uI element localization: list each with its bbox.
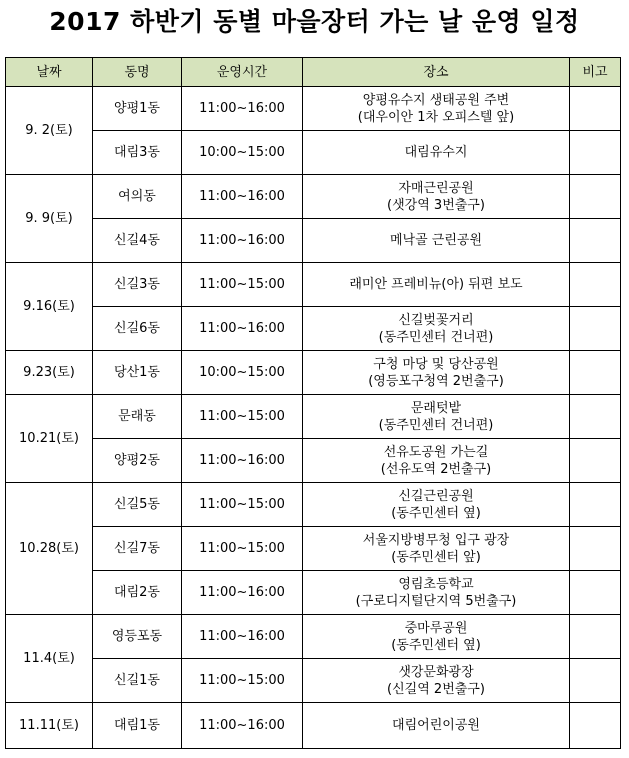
dong-cell: 문래동: [93, 395, 182, 439]
time-cell: 11:00~15:00: [182, 263, 303, 307]
place-cell: [303, 263, 570, 307]
place-cell: [303, 615, 570, 659]
header-date: 날짜: [6, 58, 93, 87]
note-cell: [570, 263, 621, 307]
dong-cell: 여의동: [93, 175, 182, 219]
time-cell: 11:00~16:00: [182, 439, 303, 483]
note-cell: [570, 659, 621, 703]
table-row: [6, 263, 621, 307]
place-cell: [303, 703, 570, 749]
place-line: 문래텃밭: [410, 400, 462, 416]
header-dong: 동명: [93, 58, 182, 87]
time-cell: 11:00~16:00: [182, 571, 303, 615]
dong-cell: 당산1동: [93, 351, 182, 395]
place-subline: (동주민센터 옆): [391, 637, 481, 653]
time-cell: 11:00~15:00: [182, 527, 303, 571]
dong-cell: 대림1동: [93, 703, 182, 749]
place-line: 구청 마당 및 당산공원: [373, 356, 499, 372]
dong-cell: 양평2동: [93, 439, 182, 483]
time-cell: 11:00~16:00: [182, 175, 303, 219]
place-cell: [303, 307, 570, 351]
table-row: [6, 703, 621, 749]
table-row: [6, 615, 621, 659]
place-line: 대림유수지: [404, 145, 468, 160]
time-cell: 11:00~16:00: [182, 87, 303, 131]
dong-cell: 영등포동: [93, 615, 182, 659]
page-title: 2017 하반기 동별 마을장터 가는 날 운영 일정: [49, 7, 580, 36]
date-cell: 10.21(토): [6, 395, 93, 483]
place-subline: (대우이안 1차 오피스텔 앞): [357, 109, 515, 125]
table-row: [6, 571, 621, 615]
date-cell: 11.11(토): [6, 703, 93, 749]
header-note: 비고: [570, 58, 621, 87]
place-subline: (선유도역 2번출구): [380, 461, 492, 477]
place-cell: [303, 395, 570, 439]
place-subline: (동주민센터 건너편): [378, 329, 494, 345]
table-row: [6, 131, 621, 175]
place-line: 샛강문화광장: [398, 664, 474, 680]
place-subline: (동주민센터 옆): [391, 505, 481, 521]
table-row: [6, 351, 621, 395]
place-cell: [303, 527, 570, 571]
place-subline: (영등포구청역 2번출구): [368, 373, 504, 389]
time-cell: 11:00~16:00: [182, 703, 303, 749]
table-row: [6, 395, 621, 439]
place-line: 중마루공원: [404, 620, 468, 636]
date-cell: 9.23(토): [6, 351, 93, 395]
place-cell: [303, 351, 570, 395]
note-cell: [570, 395, 621, 439]
place-cell: [303, 219, 570, 263]
note-cell: [570, 351, 621, 395]
note-cell: [570, 703, 621, 749]
table-row: [6, 87, 621, 131]
place-cell: [303, 659, 570, 703]
time-cell: 11:00~15:00: [182, 659, 303, 703]
place-line: 신길벚꽃거리: [398, 312, 474, 328]
dong-cell: 신길1동: [93, 659, 182, 703]
header-place: 장소: [303, 58, 570, 87]
place-cell: [303, 131, 570, 175]
place-line: 메낙골 근린공원: [389, 233, 483, 248]
dong-cell: 신길4동: [93, 219, 182, 263]
note-cell: [570, 87, 621, 131]
place-line: 서울지방병무청 입구 광장: [362, 532, 510, 548]
table-row: [6, 307, 621, 351]
note-cell: [570, 615, 621, 659]
place-line: 자매근린공원: [398, 180, 474, 196]
time-cell: 11:00~16:00: [182, 307, 303, 351]
place-line: 대림어린이공원: [392, 718, 480, 733]
dong-cell: 신길3동: [93, 263, 182, 307]
note-cell: [570, 483, 621, 527]
table-row: [6, 659, 621, 703]
place-cell: [303, 571, 570, 615]
place-cell: [303, 439, 570, 483]
time-cell: 11:00~15:00: [182, 483, 303, 527]
date-cell: 9.16(토): [6, 263, 93, 351]
place-line: 영림초등학교: [398, 576, 474, 592]
schedule-table: [5, 57, 621, 749]
note-cell: [570, 219, 621, 263]
place-subline: (동주민센터 건너편): [378, 417, 494, 433]
time-cell: 11:00~15:00: [182, 395, 303, 439]
date-cell: 11.4(토): [6, 615, 93, 703]
dong-cell: 대림3동: [93, 131, 182, 175]
note-cell: [570, 439, 621, 483]
note-cell: [570, 131, 621, 175]
time-cell: 10:00~15:00: [182, 351, 303, 395]
note-cell: [570, 571, 621, 615]
dong-cell: 대림2동: [93, 571, 182, 615]
time-cell: 11:00~16:00: [182, 615, 303, 659]
dong-cell: 신길5동: [93, 483, 182, 527]
place-cell: [303, 87, 570, 131]
note-cell: [570, 527, 621, 571]
dong-cell: 신길6동: [93, 307, 182, 351]
place-subline: (샛강역 3번출구): [387, 197, 485, 213]
time-cell: 10:00~15:00: [182, 131, 303, 175]
table-row: [6, 175, 621, 219]
header-row: [6, 58, 621, 87]
note-cell: [570, 307, 621, 351]
time-cell: 11:00~16:00: [182, 219, 303, 263]
dong-cell: 신길7동: [93, 527, 182, 571]
date-cell: 9. 9(토): [6, 175, 93, 263]
date-cell: 10.28(토): [6, 483, 93, 615]
place-subline: (신길역 2번출구): [387, 681, 485, 697]
place-cell: [303, 483, 570, 527]
date-cell: 9. 2(토): [6, 87, 93, 175]
place-line: 신길근린공원: [398, 488, 474, 504]
place-cell: [303, 175, 570, 219]
note-cell: [570, 175, 621, 219]
place-line: 양평유수지 생태공원 주변: [362, 92, 510, 108]
table-row: [6, 483, 621, 527]
place-line: 선유도공원 가는길: [383, 444, 489, 460]
header-time: 운영시간: [182, 58, 303, 87]
table-row: [6, 439, 621, 483]
place-subline: (동주민센터 앞): [391, 549, 481, 565]
dong-cell: 양평1동: [93, 87, 182, 131]
table-row: [6, 219, 621, 263]
place-subline: (구로디지털단지역 5번출구): [355, 593, 517, 609]
place-line: 래미안 프레비뉴(아) 뒤편 보도: [349, 277, 523, 292]
table-row: [6, 527, 621, 571]
